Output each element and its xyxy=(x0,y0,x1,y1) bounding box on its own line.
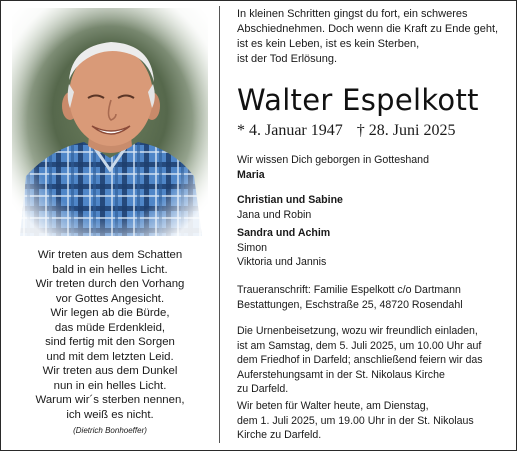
intro-poem-line: In kleinen Schritten gingst du fort, ein schweres xyxy=(237,8,468,20)
poem-line: und mit dem letzten Leid. xyxy=(46,350,174,363)
poem-line: Wir treten aus dem Schatten xyxy=(37,249,183,261)
burial-line: dem Friedhof in Darfeld; anschließend feiern wir das xyxy=(237,354,483,366)
poem-line: ich weiß es nicht. xyxy=(66,408,154,421)
poem-line: das müde Erdenkleid, xyxy=(54,321,166,334)
birth-date: * 4. Januar 1947 xyxy=(237,122,343,139)
family-block-1 xyxy=(237,193,509,222)
family-block-2 xyxy=(237,226,509,270)
poem-line: Wir legen ab die Bürde, xyxy=(50,307,170,319)
intro-poem-line: Abschiednehmen. Doch wenn die Kraft zu Ende geht, xyxy=(237,23,499,35)
mourner-child-2a: Simon xyxy=(237,241,268,254)
mourner-couple-1: Christian und Sabine xyxy=(237,194,343,206)
prayer-line: dem 1. Juli 2025, um 19.00 Uhr in der St. Nikolaus xyxy=(237,414,474,427)
burial-line: Die Urnenbeisetzung, wozu wir freundlich einladen, xyxy=(237,325,478,337)
poem-attribution: (Dietrich Bonhoeffer) xyxy=(73,426,147,435)
left-poem xyxy=(10,248,210,422)
portrait-illustration xyxy=(12,8,208,236)
intro-poem-line: ist es kein Leben, ist es kein Sterben, xyxy=(237,38,420,50)
prayer-line: Kirche zu Darfeld. xyxy=(237,429,322,441)
poem-line: sind fertig mit den Sorgen xyxy=(45,336,175,348)
mourner-maria: Maria xyxy=(237,168,265,181)
burial-line: ist am Samstag, dem 5. Juli 2025, um 10.00 Uhr auf xyxy=(237,339,482,352)
mourner-couple-2: Sandra und Achim xyxy=(237,227,331,239)
poem-line: Wir treten aus dem Dunkel xyxy=(42,365,178,377)
burial-notice xyxy=(237,324,509,397)
prayer-notice xyxy=(237,399,509,443)
deceased-name: Walter Espelkott xyxy=(237,83,479,117)
life-dates xyxy=(237,122,455,140)
intro-poem-line: ist der Tod Erlösung. xyxy=(237,53,338,65)
intro-poem xyxy=(237,7,509,67)
burial-line: zu Darfeld. xyxy=(237,383,289,395)
poem-line: Warum wir´s sterben nennen, xyxy=(35,394,185,406)
mourning-address xyxy=(237,283,509,312)
column-divider xyxy=(219,6,220,443)
mourner-child-2b: Viktoria und Jannis xyxy=(237,256,327,268)
address-line: Traueranschrift: Familie Espelkott c/o Dartmann xyxy=(237,284,461,296)
burial-line: Auferstehungsamt in der St. Nikolaus Kirche xyxy=(237,368,445,381)
mourners-block xyxy=(237,153,509,182)
poem-line: vor Gottes Angesicht. xyxy=(55,292,165,305)
death-date: † 28. Juni 2025 xyxy=(356,122,456,139)
poem-line: nun in ein helles Licht. xyxy=(53,379,167,392)
poem-line: Wir treten durch den Vorhang xyxy=(35,278,185,290)
poem-line: bald in ein helles Licht. xyxy=(52,263,168,276)
address-line: Bestattungen, Eschstraße 25, 48720 Rosendahl xyxy=(237,298,463,311)
prayer-line: Wir beten für Walter heute, am Dienstag, xyxy=(237,400,429,412)
mourner-children-1: Jana und Robin xyxy=(237,208,312,221)
portrait-photo xyxy=(12,8,208,236)
mourning-intro: Wir wissen Dich geborgen in Gotteshand xyxy=(237,154,429,166)
